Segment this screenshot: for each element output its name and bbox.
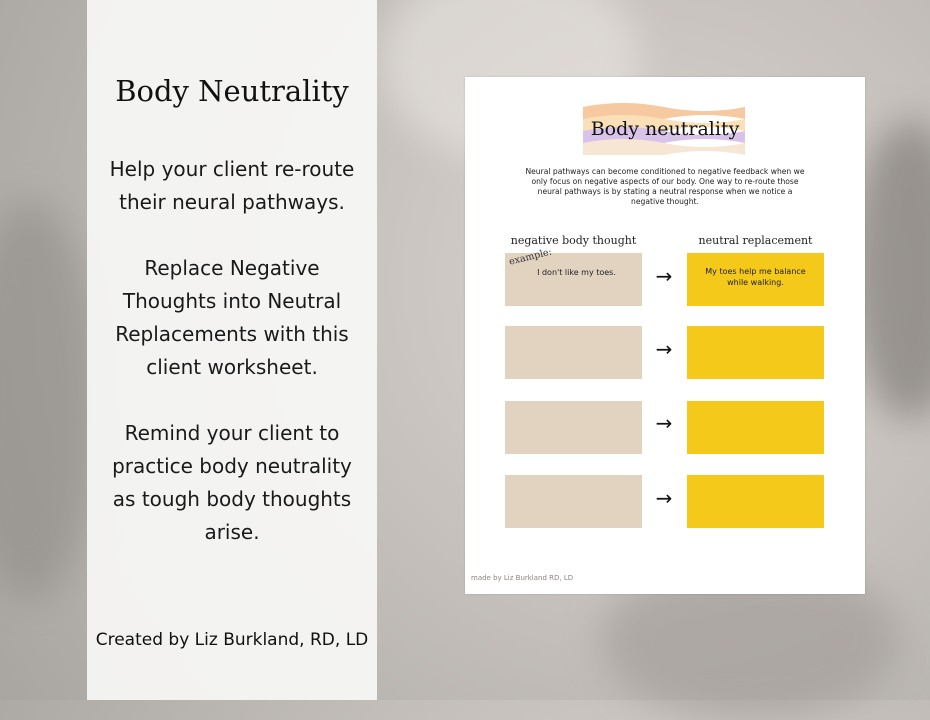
description-paragraph: [97, 417, 367, 549]
text-line: Remind your client to: [124, 421, 340, 445]
description-paragraph: [97, 153, 367, 219]
text-line: client worksheet.: [146, 355, 318, 379]
description-panel: [87, 0, 377, 700]
text-line: neural pathways is by stating a neutral response when we notice a: [537, 187, 793, 196]
text-line: Help your client re-route: [109, 157, 355, 181]
author-credit: Created by Liz Burkland, RD, LD: [95, 630, 369, 650]
text-line: Thoughts into Neutral: [122, 289, 342, 313]
arrow-icon: →: [655, 486, 673, 510]
arrow-icon: →: [655, 411, 673, 435]
text-line: Replace Negative: [144, 256, 320, 280]
text-line: practice body neutrality: [112, 454, 352, 478]
column-header-negative: negative body thought: [510, 234, 637, 247]
neutral-replacement-box: [687, 253, 824, 306]
neutral-replacement-box: [687, 326, 824, 379]
arrow-icon: →: [655, 264, 673, 288]
negative-thought-box: [505, 401, 642, 454]
text-line: My toes help me balance: [705, 267, 806, 276]
example-negative-text: I don't like my toes.: [537, 268, 616, 277]
description-paragraph: [97, 252, 367, 384]
text-line: as tough body thoughts: [112, 487, 352, 511]
column-header-neutral: neutral replacement: [698, 234, 813, 247]
panel-title: Body Neutrality: [115, 74, 349, 108]
negative-thought-box: [505, 246, 642, 306]
worksheet-preview: [465, 77, 865, 594]
negative-thought-box: [505, 475, 642, 528]
text-line: Neural pathways can become conditioned to negative feedback when we: [525, 167, 805, 176]
neutral-replacement-box: [687, 475, 824, 528]
example-neutral-text: [697, 266, 814, 288]
text-line: their neural pathways.: [119, 190, 345, 214]
arrow-icon: →: [655, 337, 673, 361]
text-line: Replacements with this: [115, 322, 349, 346]
background-blur: [0, 200, 100, 600]
made-by-credit: made by Liz Burkland RD, LD: [471, 574, 574, 582]
worksheet-title: Body neutrality: [590, 118, 740, 140]
text-line: negative thought.: [631, 197, 699, 206]
worksheet-intro: [515, 167, 815, 207]
text-line: while walking.: [727, 278, 784, 287]
text-line: only focus on negative aspects of our body. One way to re-route those: [531, 177, 799, 186]
negative-thought-box: [505, 326, 642, 379]
example-label: example:: [508, 246, 553, 268]
neutral-replacement-box: [687, 401, 824, 454]
text-line: arise.: [204, 520, 260, 544]
